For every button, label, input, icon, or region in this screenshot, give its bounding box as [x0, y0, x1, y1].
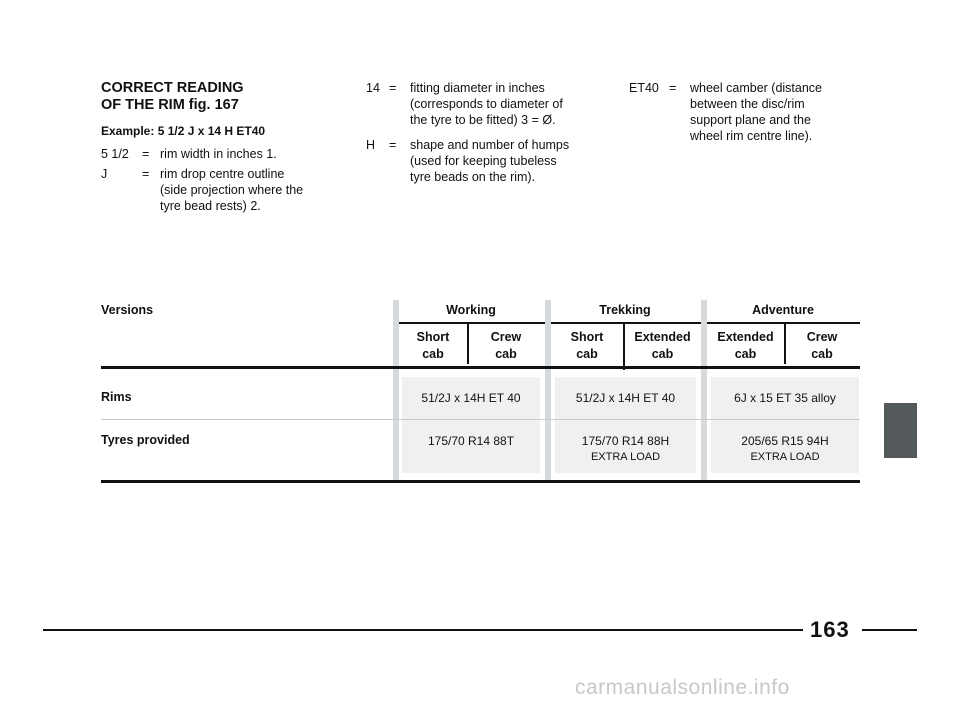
tyre-size: 175/70 R14 88H	[581, 434, 670, 448]
subheader-short-cab	[399, 329, 467, 363]
def-text: between the disc/rim	[690, 97, 805, 111]
group-underline	[399, 322, 545, 324]
def-text: tyre beads on the rim).	[410, 170, 536, 184]
def-key: 5 1/2	[101, 147, 129, 161]
column-divider	[393, 300, 399, 482]
column-divider	[701, 300, 707, 482]
def-text: support plane and the	[690, 113, 811, 127]
def-text: shape and number of humps	[410, 138, 570, 152]
def-text: rim drop centre outline	[160, 167, 285, 181]
subheader-crew-cab	[469, 329, 543, 363]
def-text: the tyre to be fitted) 3 = Ø.	[410, 113, 556, 127]
cell-rim-trekking: 51/2J x 14H ET 40	[575, 391, 676, 405]
subheader-line: Crew	[490, 330, 522, 344]
def-text: (side projection where the	[160, 183, 304, 197]
def-text: fitting diameter in inches	[410, 81, 545, 95]
subheader-line: Short	[570, 330, 604, 344]
subheader-line: cab	[734, 347, 757, 361]
def-key: 14	[366, 81, 380, 95]
footer-rule	[43, 629, 803, 631]
subheader-crew-cab	[786, 329, 858, 363]
def-text: tyre bead rests) 2.	[160, 199, 261, 213]
subheader-line: cab	[576, 347, 598, 361]
table-bottom-rule	[101, 480, 860, 483]
cell-tyre-trekking	[555, 433, 696, 465]
def-eq: =	[669, 81, 677, 95]
tyre-size: 175/70 R14 88T	[427, 434, 515, 448]
def-eq: =	[142, 167, 150, 181]
subheader-line: cab	[495, 347, 517, 361]
def-text: (corresponds to diameter of	[410, 97, 563, 111]
section-heading	[101, 80, 244, 114]
def-text: wheel camber (distance	[690, 81, 823, 95]
versions-label: Versions	[101, 303, 154, 317]
def-text: (used for keeping tubeless	[410, 154, 557, 168]
tyre-note: EXTRA LOAD	[750, 451, 820, 463]
def-key: H	[366, 138, 376, 152]
watermark: carmanualsonline.info	[575, 676, 790, 699]
subheader-extended-cab	[625, 329, 700, 363]
row-label-tyres: Tyres provided	[101, 433, 190, 447]
heading-line-1: CORRECT READING	[101, 80, 244, 96]
def-eq: =	[389, 81, 397, 95]
tyre-size: 205/65 R15 94H	[741, 434, 829, 448]
cell-rim-working: 51/2J x 14H ET 40	[421, 391, 521, 405]
heading-line-2: OF THE RIM fig. 167	[101, 97, 239, 113]
subheader-line: Short	[416, 330, 450, 344]
def-text: rim width in inches 1.	[160, 147, 277, 161]
subheader-line: Crew	[806, 330, 838, 344]
column-divider	[545, 300, 551, 482]
cell-rim-adventure: 6J x 15 ET 35 alloy	[734, 391, 836, 405]
def-eq: =	[142, 147, 150, 161]
tyre-note: EXTRA LOAD	[590, 451, 661, 463]
group-underline	[551, 322, 701, 324]
subheader-line: cab	[422, 347, 444, 361]
example-line: Example: 5 1/2 J x 14 H ET40	[101, 124, 266, 138]
subheader-short-cab	[551, 329, 623, 363]
def-text: wheel rim centre line).	[690, 129, 813, 143]
section-tab	[884, 403, 917, 458]
row-separator	[101, 419, 860, 420]
def-eq: =	[389, 138, 397, 152]
page-number: 163	[810, 617, 850, 642]
row-label-rims: Rims	[101, 390, 132, 404]
subheader-line: Extended	[717, 330, 774, 344]
group-header-trekking: Trekking	[599, 303, 651, 317]
group-header-working: Working	[446, 303, 496, 317]
footer-rule	[862, 629, 917, 631]
group-header-adventure: Adventure	[752, 303, 814, 317]
cell-tyre-adventure	[711, 433, 859, 465]
subheader-line: cab	[651, 347, 674, 361]
subheader-line: cab	[811, 347, 833, 361]
header-rule	[101, 366, 860, 369]
def-key: J	[101, 167, 108, 181]
cell-tyre-working	[402, 433, 540, 449]
subheader-line: Extended	[634, 330, 691, 344]
subheader-extended-cab	[707, 329, 784, 363]
def-key: ET40	[629, 81, 659, 95]
